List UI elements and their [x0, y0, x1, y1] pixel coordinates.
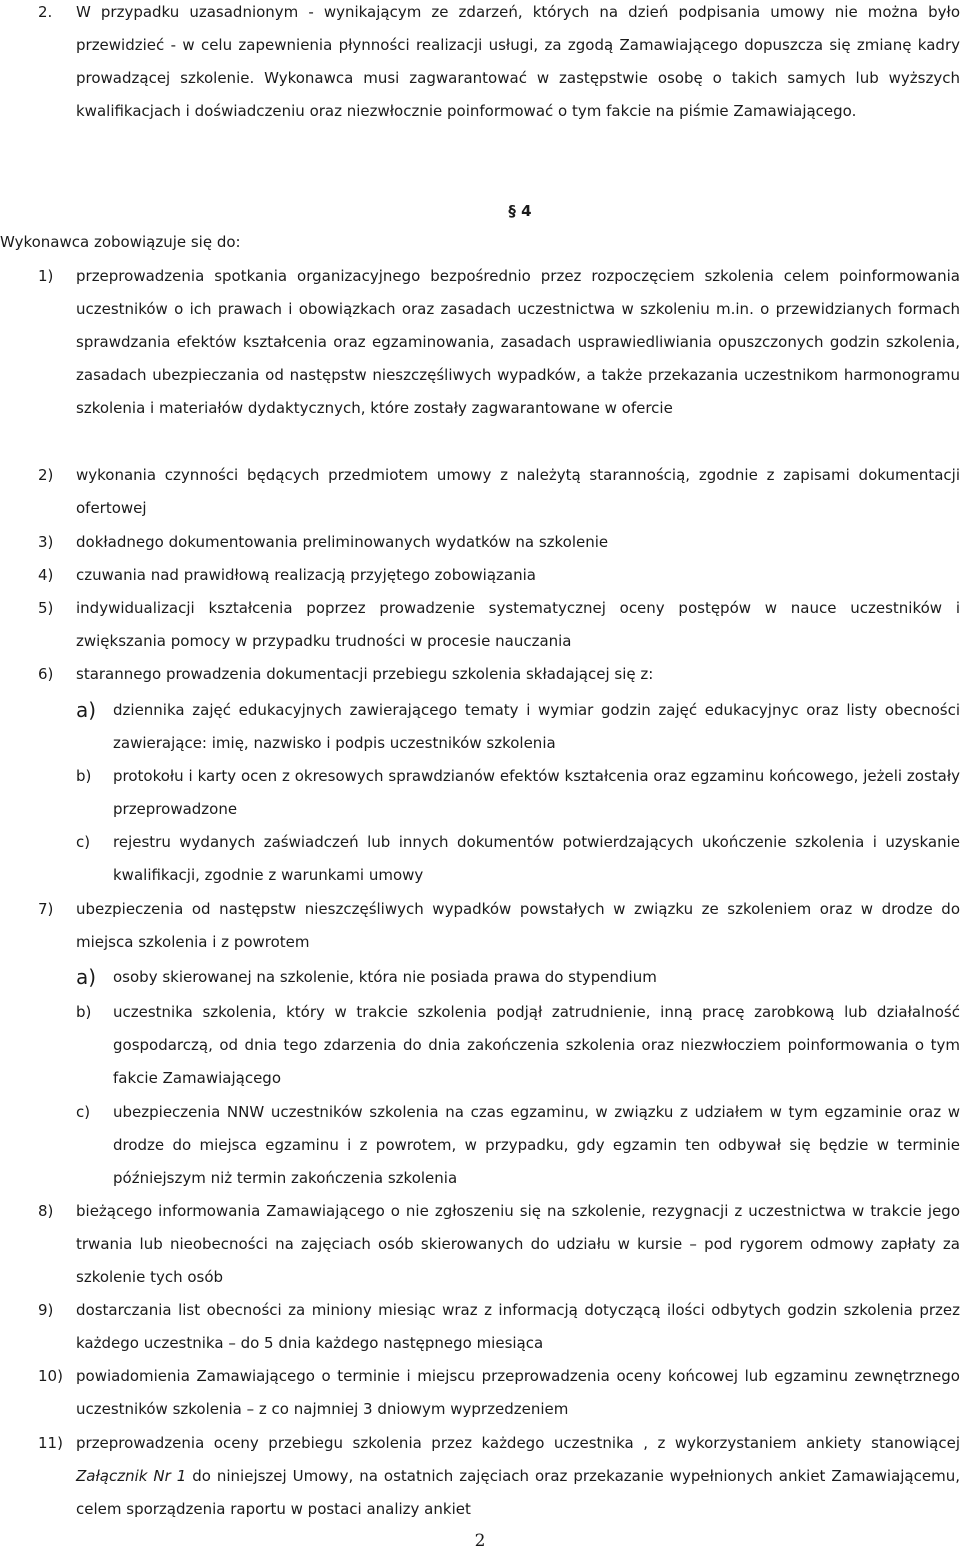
sub-item-text: uczestnika szkolenia, który w trakcie szkolenia podjął zatrudnienie, inną pracę zarobkową lub działalność gospodarczą, od dnia tego zdarzenia do dnia zakończenia szkolenia oraz niezwłocziem poinformowania o tym fakcie Zamawiającego — [113, 1003, 960, 1087]
page-number: 2 — [474, 1531, 486, 1551]
item-number: 11) — [38, 1434, 63, 1452]
item-number: 7) — [38, 900, 54, 918]
item-text: czuwania nad prawidłową realizacją przyjętego zobowiązania — [76, 566, 536, 584]
item-text: dokładnego dokumentowania preliminowanych wydatków na szkolenie — [76, 533, 609, 551]
item-text — [76, 1427, 960, 1526]
item-text: W przypadku uzasadnionym - wynikającym ze zdarzeń, których na dzień podpisania umowy nie można było przewidzieć - w celu zapewnienia płynności realizacji usługi, za zgodą Zamawiającego dopuszcza się zmianę kadry prowadzącej szkolenie. Wykonawca musi zagwarantować w zastępstwie osobę o takich samych lub wyższych kwalifikacjach i doświadczeniu oraz niezwłocznie poinformować o tym fakcie na piśmie Zamawiającego. — [76, 3, 960, 120]
item-number: 2) — [38, 466, 54, 484]
item-text: indywidualizacji kształcenia poprzez prowadzenie systematycznej oceny postępów w nauce uczestników i zwiększania pomocy w przypadku trudności w procesie nauczania — [76, 599, 960, 650]
item-number: 4) — [38, 566, 54, 584]
item-text: bieżącego informowania Zamawiającego o nie zgłoszeniu się na szkolenie, rezygnacji z uczestnictwa w trakcie jego trwania lub nieobecności na zajęciach osób skierowanych do udziału w kursie – pod rygorem odmowy zapłaty za szkolenie tych osób — [76, 1202, 960, 1286]
sub-item-text: ubezpieczenia NNW uczestników szkolenia na czas egzaminu, w związku z udziałem w tym egzaminie oraz w drodze do miejsca egzaminu i z powrotem, w przypadku, gdy egzamin ten odbywał się będzie w terminie późniejszym niż termin zakończenia szkolenia — [113, 1103, 960, 1187]
sub-item-letter: b) — [76, 767, 92, 785]
attachment-reference: Załącznik Nr 1 — [76, 1467, 187, 1485]
section-intro: Wykonawca zobowiązuje się do: — [0, 233, 241, 251]
item-text-after: do niniejszej Umowy, na ostatnich zajęciach oraz przekazanie wypełnionych ankiet Zamawiającemu, celem sporządzenia raportu w postaci analizy ankiet — [76, 1467, 960, 1518]
sub-item-text: dziennika zajęć edukacyjnych zawierającego tematy i wymiar godzin zajęć edukacyjnyc oraz listy obecności zawierające: imię, nazwisko i podpis uczestników szkolenia — [113, 701, 960, 752]
item-text: starannego prowadzenia dokumentacji przebiegu szkolenia składającej się z: — [76, 665, 654, 683]
item-number: 10) — [38, 1367, 63, 1385]
sub-item-letter: c) — [76, 1103, 91, 1121]
sub-item-letter: a) — [76, 698, 97, 722]
sub-item-letter: a) — [76, 965, 97, 989]
item-number: 6) — [38, 665, 54, 683]
item-number: 9) — [38, 1301, 54, 1319]
item-number: 3) — [38, 533, 54, 551]
item-number: 8) — [38, 1202, 54, 1220]
sub-item-text: protokołu i karty ocen z okresowych sprawdzianów efektów kształcenia oraz egzaminu końcowego, jeżeli zostały przeprowadzone — [113, 767, 960, 818]
item-text: wykonania czynności będących przedmiotem umowy z należytą starannością, zgodnie z zapisami dokumentacji ofertowej — [76, 466, 960, 517]
item-number: 5) — [38, 599, 54, 617]
sub-item-letter: c) — [76, 833, 91, 851]
item-text: powiadomienia Zamawiającego o terminie i miejscu przeprowadzenia oceny końcowej lub egzaminu zewnętrznego uczestników szkolenia – z co najmniej 3 dniowym wyprzedzeniem — [76, 1367, 960, 1418]
sub-item-text: osoby skierowanej na szkolenie, która nie posiada prawa do stypendium — [113, 968, 657, 986]
sub-item-text: rejestru wydanych zaświadczeń lub innych dokumentów potwierdzających ukończenie szkolenia i uzyskanie kwalifikacji, zgodnie z warunkami umowy — [113, 833, 960, 884]
section-heading: § 4 — [508, 202, 532, 220]
item-number: 2. — [38, 3, 53, 21]
item-text: dostarczania list obecności za miniony miesiąc wraz z informacją dotyczącą ilości odbytych godzin szkolenia przez każdego uczestnika – do 5 dnia każdego następnego miesiąca — [76, 1301, 960, 1352]
item-text: przeprowadzenia spotkania organizacyjnego bezpośrednio przez rozpoczęciem szkolenia celem poinformowania uczestników o ich prawach i obowiązkach oraz zasadach uczestnictwa w szkoleniu m.in. o przewidzianych formach sprawdzania efektów kształcenia oraz egzaminowania, zasadach usprawiedliwiania opuszczonych godzin szkolenia, zasadach ubezpieczania od następstw nieszczęśliwych wypadków, a także przekazania uczestnikom harmonogramu szkolenia i materiałów dydaktycznych, które zostały zagwarantowane w ofercie — [76, 267, 960, 417]
item-text: ubezpieczenia od następstw nieszczęśliwych wypadków powstałych w związku ze szkoleniem oraz w drodze do miejsca szkolenia i z powrotem — [76, 900, 960, 951]
item-text-before: przeprowadzenia oceny przebiegu szkolenia przez każdego uczestnika , z wykorzystaniem ankiety stanowiącej — [76, 1434, 960, 1452]
item-number: 1) — [38, 267, 54, 285]
sub-item-letter: b) — [76, 1003, 92, 1021]
